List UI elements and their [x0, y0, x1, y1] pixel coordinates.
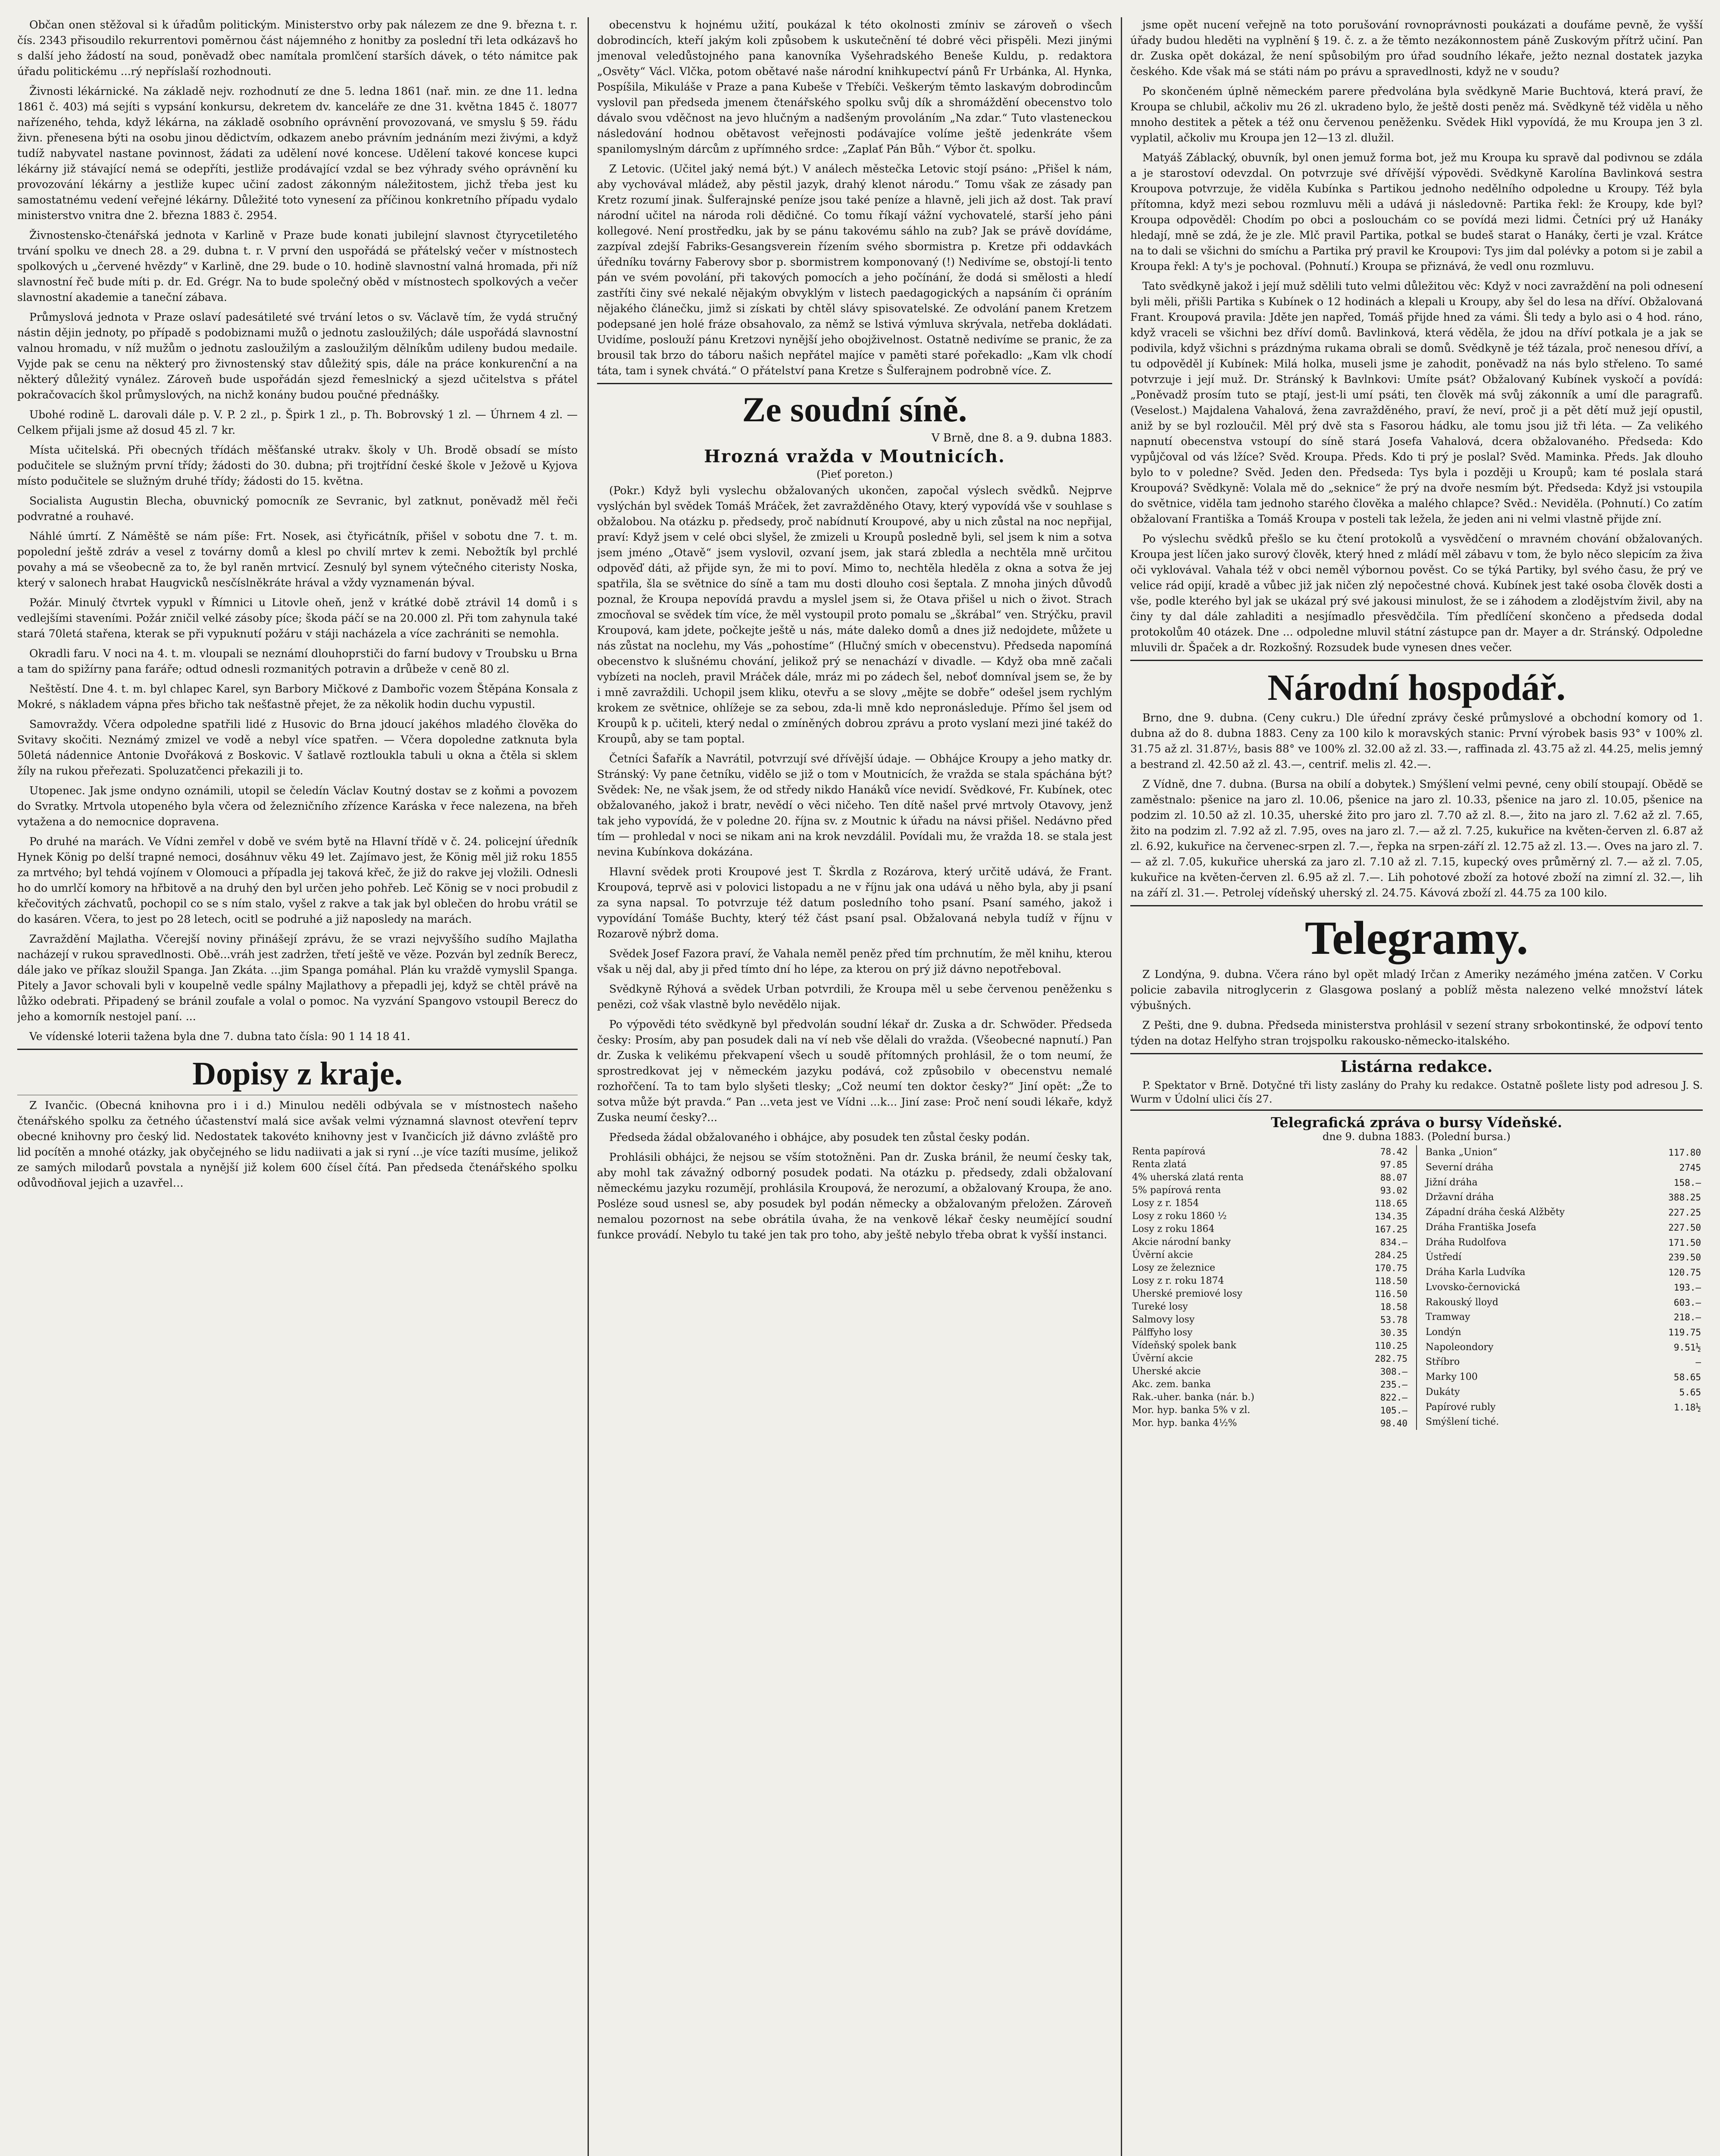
section-divider: [1130, 660, 1703, 661]
article-paragraph: Neštěstí. Dne 4. t. m. byl chlapec Karel, syn Barbory Mičkové z Dambořic vozem Štěpána Konsala z Mokré, s nákladem vápna přes břicho tak nešťastně přejet, že za několik hodin duchu vypustil.: [17, 683, 578, 711]
burse-security-name: Pálffyho losy: [1132, 1327, 1193, 1338]
burse-price: 117.80: [1668, 1147, 1701, 1158]
burse-security-name: Úvěrní akcie: [1132, 1249, 1193, 1260]
burse-row: [1424, 1325, 1703, 1340]
article-paragraph: Náhlé úmrtí. Z Náměště se nám píše: Frt. Nosek, asi čtyřicátník, přišel v sobotu dne 7. t. m. popolední ještě zdráv a vesel z továrny domů a klesl po chvilí mrtev k zemi. Nebožtík byl prchlé povahy a má se všeobecně za to, že byl raněn mrtvicí. Zesnulý byl synem výtečného citeristy Noska, který v salonech hrabat Haugvicků nesčíslněkráte hrával a vždy vyznamenán býval.: [17, 530, 578, 589]
burse-title: Telegrafická zpráva o bursy Vídeňské.: [1271, 1114, 1562, 1131]
burse-price: 388.25: [1668, 1192, 1701, 1203]
column-3-top-articles: [1130, 17, 1703, 655]
section-divider: [1130, 1109, 1703, 1111]
burse-price: 227.25: [1668, 1207, 1701, 1218]
redakce-title: Listárna redakce.: [1340, 1057, 1493, 1076]
burse-security-name: Vídeňský spolek bank: [1132, 1340, 1236, 1351]
burse-security-name: Marky 100: [1425, 1372, 1478, 1383]
column-1: [17, 17, 578, 2156]
column-1-articles: [17, 17, 578, 1044]
article-paragraph: Okradli faru. V noci na 4. t. m. vloupali se neznámí dlouhoprstiči do farní budovy v Troubsku u Brna a tam do spižírny pana faráře; odtud odnesli rozmanitých potravin a drůbeže v ceně 80 zl.: [17, 647, 578, 675]
burse-security-name: Akcie národní banky: [1132, 1236, 1231, 1247]
article-paragraph: Svědkyně Rýhová a svědek Urban potvrdili, že Kroupa měl u sebe červenou peněženku s penězi, což však vlastně bylo nevědělo nijak.: [597, 983, 1112, 1011]
article-paragraph: (Pokr.) Když byli vyslechu obžalovaných ukončen, započal výslech svědků. Nejprve vyslýchán byl svědek Tomáš Mráček, žet zavražděného Otavy, který vypovídá vše v souhlase s obžalobou. Na otázku p. předsedy, proč nabídnutí Kroupové, aby u nich zůstal na noc nepřijal, praví: Když jsem v celé obci slyšel, že zmizeli u Kroupů posledně byli, sel jsem k nim a sotva jsem jméno „Otavě“ jsem vyslovil, ozvaní jsem, jak stará zbledla a nechtěla mně určitou odpověď dáti, až přijde syn, že mi to poví. Mimo to, nechtěla hleděla z okna a sotva že jej spatřila, šla se světnice do síně a tam mu dosti dlouho cosi šeptala. Z mnoha jiných důvodů poznal, že Kroupa nepovídá pravdu a myslel jsem si, že Otava přišel u nich o život. Strach zmocňoval se svědek tím více, že měl vystoupil proto pomalu se „škrábal“ ven. Strýčku, pravil Kroupová, kam jdete, počkejte ještě u nás, máte daleko domů a dnes již nedojdete, můžete u nás zůstat na noclehu, my Vás „pohostíme“ (Hlučný smích v obecenstvu). Předseda napomíná obecenstvo k slušnému chování, jelikož prý se nenachází v divadle. — Když oba mně začali vybízeti na nocleh, pravil Mráček dále, mráz mi po zádech šel, neboť domníval jsem se, že by i mně zavraždili. Uchopil jsem kliku, otevřu a se slovy „mějte se dobře“ odešel jsem rychlým krokem ze světnice, ohlížeje se za sebou, zda-li mně kdo nepronásleduje. Přímo šel jsem od Kroupů k p. učiteli, který nedal o zmíněných dobrou zprávu a proto vyslaní mezi jiné takéž do Kroupů, aby se tam poptal.: [597, 484, 1112, 746]
column-rule-2: [1121, 17, 1122, 2156]
burse-row: [1424, 1340, 1703, 1355]
article-paragraph: Místa učitelská. Při obecných třídách měšťanské utrakv. školy v Uh. Brodě obsadí se místo podučitele se služným první třídy; žádosti do 30. dubna; při trojtřídní české škole v Ježově u Kyjova místo podučitele se služným druhé třídy; žádosti do 15. května.: [17, 444, 578, 487]
burse-row: [1130, 1184, 1409, 1197]
burse-price: 97.85: [1380, 1159, 1408, 1170]
burse-price: 53.78: [1380, 1314, 1408, 1325]
burse-security-name: Lvovsko-černovická: [1425, 1282, 1520, 1293]
burse-security-name: Stříbro: [1425, 1357, 1460, 1368]
burse-security-name: Uherské akcie: [1132, 1366, 1201, 1377]
article-paragraph: Socialista Augustin Blecha, obuvnický pomocník ze Sevranic, byl zatknut, poněvadž měl řeči podvratné a rouhavé.: [17, 495, 578, 523]
burse-row: [1130, 1236, 1409, 1249]
burse-security-name: Salmovy losy: [1132, 1314, 1195, 1325]
burse-price: 2745: [1679, 1162, 1701, 1173]
section-divider: [1130, 905, 1703, 906]
burse-row: [1130, 1326, 1409, 1339]
burse-security-name: Západní dráha česká Alžběty: [1425, 1207, 1565, 1218]
article-headline: Hrozná vražda v Moutnicích.: [704, 446, 1005, 467]
burse-security-name: Uherské premiové losy: [1132, 1288, 1243, 1299]
burse-price: 116.50: [1375, 1288, 1408, 1299]
burse-price: 9.51½: [1673, 1342, 1701, 1353]
article-paragraph: Ve vídenské loterii tažena byla dne 7. dubna tato čísla: 90 1 14 18 41.: [29, 1030, 410, 1043]
burse-row: [1424, 1310, 1703, 1325]
burse-price: 78.42: [1380, 1146, 1408, 1157]
burse-row: [1424, 1160, 1703, 1175]
burse-row: [1130, 1197, 1409, 1210]
burse-row: [1130, 1378, 1409, 1391]
telegram-articles: [1130, 967, 1703, 1049]
burse-row: [1130, 1262, 1409, 1275]
article-paragraph: Utopenec. Jak jsme ondyno oznámili, utopil se čeledín Václav Koutný dostav se z koňmi a povozem do Svratky. Mrtvola utopeného byla včera od železničního zřízence Karáska v řece nalezena, na břeh vytažena a do nemocnice dopravena.: [17, 784, 578, 828]
article-paragraph: Z Vídně, dne 7. dubna. (Bursa na obilí a dobytek.) Smýšlení velmi pevné, ceny obilí stoupají. Obědě se zaměstnalo: pšenice na jaro zl. 10.06, pšenice na jaro zl. 10.33, pšenice na jaro zl. 10.05, pšenice na podzim zl. 10.50 až zl. 10.35, uherské žito pro jaro zl. 7.70 až zl. 8.—, žito na jaro zl. 7.62 až zl. 7.65, žito na podzim zl. 7.92 až zl. 7.95, oves na jaro zl. 7.— až zl. 7.25, kukuřice na květen-červen zl. 6.87 až zl. 6.92, kukuřice na červenec-srpen zl. 7.—, řepka na srpen-září zl. 12.75 až zl. 13.—. Oves na jaro zl. 7.— až zl. 7.05, kukuřice uherská za jaro zl. 7.10 až zl. 7.15, kupecký oves průměrný zl. 7.— až zl. 7.05, kukuřice na květen-červen zl. 6.95 až zl. 7.—. Lih pohotové zboží za hotové zboží na zimní zl. 32.—, lih na září zl. 31.—. Petrolej vídeňský uherský zl. 24.75. Kávová zboží zl. 44.75 za 100 kilo.: [1130, 778, 1703, 899]
burse-security-name: Losy ze železnice: [1132, 1262, 1215, 1273]
burse-table: [1130, 1145, 1703, 1430]
article-paragraph: Tato svědkyně jakož i její muž sdělili tuto velmi důležitou věc: Když v noci zavraždění na poli odnesení byli měli, přišli Partika s Kubínek o 12 hodinách a klepali u Kroupy, aby šel do lesa na dříví. Obžalovaná Frant. Kroupová pravila: Jděte jen napřed, Tomáš přijde hned za vámi. Šli tedy a bylo asi o 4 hod. ráno, když vraceli se všichni bez dříví domů. Bavlinková, která věděla, že jdou na dříví potkala je a jak se podivila, když všichni s prázdnýma rukama obrali se domů. Svědkyně je též tázala, proč nenesou dříví, a tu odpověděl jí Kubínek: Milá holka, museli jsme je zahodit, poněvadž na nás bylo střeleno. To samé potvrzuje i její muž. Dr. Stránský k Bavlnkovi: Umíte psát? Obžalovaný Kubínek vyskočí a povídá: „Poněvadž prosím tuto se ptají, jest-li umí psáti, ten člověk má svůj zákonník a umí dle paragrafů. (Veselost.) Majdalena Vahalová, žena zavražděného, praví, že neví, proč ji a pět dětí muž její opustil, aniž by se byl rozloučil. Měl prý dvě sta s Fasorou hádku, ale tomu jsou již tři léta. — Za velikého napnutí obecenstva vstoupí do síně stará Josefa Vahalová, dcera obžalovaného. Předseda: Kdo vypůjčoval od vás lžíce? Svěd. Kroupa. Předs. Kdo ti prý je poslal? Svěd. Maminka. Předs. Jak dlouho bylo to v poledne? Svěd. Jeden den. Předseda: Tys byla i později u Kroupů; kam té poslala stará Kroupová? Svědkyně: Volala mě do „seknice“ že prý na dvoře nesmím být. Předseda: Když jsi vstoupila do světnice, viděla tam jednoho starého člověka a malého chlapce? Svěd.: Neviděla. (Pohnutí.) Co zatím obžalovaní Františka a Tomáš Kroupa v posteli tak ležela, že jeden ani ni velmi vlastně přijde zní.: [1130, 280, 1703, 525]
burse-row: [1424, 1220, 1703, 1235]
burse-row: [1424, 1175, 1703, 1190]
burse-security-name: Tureké losy: [1132, 1301, 1188, 1312]
burse-security-name: Renta zlatá: [1132, 1159, 1187, 1170]
dateline: V Brně, dne 8. a 9. dubna 1883.: [931, 432, 1112, 445]
section-title-telegramy: Telegramy.: [1304, 912, 1529, 965]
section-divider: [17, 1049, 578, 1050]
burse-price: 170.75: [1375, 1263, 1408, 1273]
burse-security-name: Akc. zem. banka: [1132, 1379, 1211, 1390]
burse-row: [1130, 1365, 1409, 1378]
burse-price: 218.—: [1673, 1312, 1701, 1323]
burse-row: [1424, 1145, 1703, 1160]
burse-subtitle: dne 9. dubna 1883. (Polední bursa.): [1323, 1130, 1510, 1143]
burse-row: [1130, 1313, 1409, 1326]
burse-row: [1130, 1391, 1409, 1404]
burse-row: [1424, 1385, 1703, 1400]
column-3: [1130, 17, 1703, 2156]
burse-price: —: [1695, 1357, 1701, 1368]
burse-row: [1130, 1210, 1409, 1223]
column-2-top-articles: [597, 17, 1112, 379]
burse-security-name: Losy z r. roku 1874: [1132, 1275, 1224, 1286]
burse-row: [1130, 1288, 1409, 1300]
burse-price: 822.—: [1380, 1392, 1408, 1403]
article-paragraph: Samovraždy. Včera odpoledne spatřili lidé z Husovic do Brna jdoucí jakéhos mladého člověka do Svitavy skočiti. Neznámý zmizel ve vodě a nebyl více spatřen. — Včera dopoledne zatknuta byla 50letá nádennice Antonie Dvořáková z Boskovic. V šatlavě roztloukla tabuli u okna a čtěla si sklem žíly na rukou přeřezati. Spoluzatčenci překazili ji to.: [17, 718, 578, 777]
burse-security-name: Losy z roku 1860 ½: [1132, 1210, 1227, 1222]
article-paragraph: Zavraždění Majlatha. Včerejší noviny přinášejí zprávu, že se vrazi nejvyššího sudího Majlatha nacházejí v rukou spravedlnosti. Obě...vráh jest zadržen, třetí ještě ve věze. Pozván byl zedník Berecz, dále jako ve příkaz sloužil Spanga. Jan Zkáta. ...jim Spanga pomáhal. Plán ku vraždě vymyslil Spanga. Pitely a Javor schovali byli v koupelně vedle spálny Majlathovy a přepadli jej, když se chtěl právě na lůžko odebrati. Připadený se bránil zoufale a volal o pomoc. Na vyzvání Spangovo vstoupil Berecz do jeho a komorník nestojel paní. ...: [17, 933, 578, 1023]
burse-table-right: [1424, 1145, 1703, 1430]
burse-row: [1130, 1300, 1409, 1313]
burse-price: 134.35: [1375, 1211, 1408, 1222]
burse-row: [1424, 1370, 1703, 1385]
burse-row: [1424, 1295, 1703, 1310]
burse-row: [1424, 1400, 1703, 1415]
burse-price: 18.58: [1380, 1301, 1408, 1312]
burse-row: [1424, 1280, 1703, 1295]
burse-price: 118.65: [1375, 1198, 1408, 1209]
article-paragraph: Po skončeném úplně německém parere předvolána byla svědkyně Marie Buchtová, která praví, že Kroupa se chlubil, ačkoliv mu 26 zl. ukradeno bylo, že ještě dosti peněz má. Svědkyně též viděla u něho mnoho destitek a pětek a též onu červenou peněženku. Svědek Hikl vypovídá, že mu Kroupa jen 3 zl. vyplatil, ačkoliv mu Kroupa jen 12—13 zl. dlužil.: [1130, 85, 1703, 144]
burse-security-name: Dukáty: [1425, 1386, 1460, 1398]
burse-price: 5.65: [1679, 1387, 1701, 1398]
article-paragraph: Četníci Šafařík a Navrátil, potvrzují své dřívější údaje. — Obhájce Kroupy a jeho matky dr. Stránský: Vy pane četníku, vidělo se již o tom v Moutnicích, že vražda se stala spáchána být? Svědek: Ne, ne však jsem, že od středy nikdo Hanáků více nevidí. Svědkové, Fr. Kubínek, otec obžalovaného, jakož i bratr, nevědí o věci ničeho. Ten dítě našel prvé mrtvoly Otavovy, jenž tak jeho vypovídá, že v poledne 20. října sv. z Moutnic k úřadu na návsi přišel. Nedávno před tím — prohledal v noci se nikam ani na krok nevzdálil. Povídali mu, že vražda 18. se stala jest nevina Kubínkova dokázána.: [597, 752, 1112, 859]
article-paragraph: Matyáš Záblacký, obuvník, byl onen jemuž forma bot, jež mu Kroupa ku spravě dal podivnou se zdála a je starostoví odevzdal. On potvrzuje své dřívější výpovědi. Svědkyně Karolína Bavlinková sestra Kroupova potvrzuje, že viděla Kubínka s Partikou jednoho nedělního odpoledne u Kroupy. Též byla přítomna, když mezi sebou rozmluvu měli a udává ji následovně: Partika řekl: že Kroupy, kde byl? Kroupa odpověděl: Chodím po obci a poslouchám co se povídá mezi lidmi. Četníci prý už Hanáky hledají, mně se zdá, že je zle. Mlč pravil Partika, potkal se budeš starat o Hanáky, čerti je vzal. Krátce na to dali se všichni do smíchu a Partika prý pravil ke Kroupovi: Tys jim dal polévky a potom si je zabil a Kroupa řekl: A ty's je pochoval. (Pohnutí.) Kroupa se přiznává, že vedl onu rozmluvu.: [1130, 151, 1703, 273]
burse-row: [1424, 1355, 1703, 1370]
burse-row: [1130, 1339, 1409, 1352]
economy-articles: [1130, 710, 1703, 901]
burse-row: [1424, 1250, 1703, 1265]
burse-security-name: Severní dráha: [1425, 1162, 1494, 1173]
article-paragraph: Z Letovic. (Učitel jaký nemá být.) V análech městečka Letovic stojí psáno: „Přišel k nám, aby vychovával mládež, aby pěstil jazyk, drahý klenot národu.“ Tomu však ze zásady pan Kretz rozumí jinak. Šulferajnské peníze jsou také peníze a hlavně, jeli jich až dost. Tak praví národní učitel na národa roli dědičné. Co tomu říkají vážní vychovatelé, starší jeho páni kollegové. Není prostředku, jak by se pánu takovému sáhlo na zub? Jak se právě dovídáme, zazpíval zdejší Fabriks-Gesangsverein řízením svého sbormistra p. Kretze při oddavkách úředníku továrny Faberovy sbor p. sbormistrem komponovaný (!) Nedivíme se, obstojí-li tento pán ve svém povolání, při takových pomocích a jeho počínání, že dodá si smělosti a hledí zastříti činy své nekalé nějakým obvyklým v listech paedagogických a napsáním či opráním nějakého článečku, jimž si získati by chtěl slávy spisovatelské. Ze odvolání panem Kretzem podepsané jen holé fráze obsahovalo, za němž se lstivá výmluva skrývala, netřeba dokládati. Uvidíme, poslouží pánu Kretzovi nynější jeho obojživelnost. Ostatně nedivíme se pranic, že za brousil tak brzo do táboru našich nepřátel majíce v paměti staré pořekadlo: „Kam vlk chodí táta, tam i synek chvátá.“ O přátelství pana Kretze s Šulferajnem podrobně více. Z.: [597, 163, 1112, 377]
burse-price: 235.—: [1380, 1379, 1408, 1390]
redakce-text: P. Spektator v Brně. Dotyčné tři listy zaslány do Prahy ku redakce. Ostatně pošlete listy pod adresou J. S. Wurm v Údolní ulici čís 27.: [1130, 1079, 1703, 1105]
burse-row: [1130, 1275, 1409, 1288]
burse-price: 227.50: [1668, 1222, 1701, 1233]
article-paragraph: Svědek Josef Fazora praví, že Vahala neměl peněz před tím prchnutím, že měl knihu, kterou však u něj dal, aby ji před tímto dní ho lépe, za kterou on prý již dávno nepotřeboval.: [597, 947, 1112, 976]
burse-price: 120.75: [1668, 1267, 1701, 1278]
burse-divider: [1416, 1145, 1417, 1430]
burse-row: [1424, 1205, 1703, 1220]
burse-security-name: Renta papírová: [1132, 1146, 1206, 1157]
column-rule-1: [588, 17, 589, 2156]
burse-price: 171.50: [1668, 1237, 1701, 1248]
dopisy-articles: [17, 1098, 578, 1191]
article-paragraph: Z Pešti, dne 9. dubna. Předseda ministerstva prohlásil v sezení strany srbokontinské, že odpoví tento týden na dotaz Helfyho stran trojspolku rakousko-německo-italského.: [1130, 1018, 1703, 1047]
burse-table-left: [1130, 1145, 1409, 1430]
burse-price: 282.75: [1375, 1353, 1408, 1364]
article-note: (Pieť poreton.): [816, 468, 893, 481]
burse-security-name: Jižní dráha: [1425, 1177, 1478, 1188]
burse-security-name: Losy z r. 1854: [1132, 1197, 1199, 1209]
article-paragraph: Brno, dne 9. dubna. (Ceny cukru.) Dle úřední zprávy české průmyslové a obchodní komory od 1. dubna až do 8. dubna 1883. Ceny za 100 kilo k moravských stanic: První výrobek basis 93° v 100% zl. 31.75 až zl. 31.87½, basis 88° ve 100% zl. 32.00 až zl. 33.—, raffinada zl. 43.75 až zl. 44.25, melis jemný a bestrand zl. 42.50 až zl. 43.—, centrif. melis zl. 42.—.: [1130, 711, 1703, 771]
burse-security-name: Mor. hyp. banka 4½%: [1132, 1417, 1237, 1429]
burse-security-name: Londýn: [1425, 1326, 1461, 1338]
burse-security-name: Mor. hyp. banka 5% v zl.: [1132, 1404, 1251, 1416]
burse-security-name: Papírové rubly: [1425, 1401, 1496, 1413]
burse-row: [1130, 1404, 1409, 1417]
burse-security-name: Úvěrní akcie: [1132, 1353, 1193, 1364]
burse-security-name: Tramway: [1425, 1312, 1470, 1323]
burse-price: 110.25: [1375, 1340, 1408, 1351]
burse-price: 93.02: [1380, 1185, 1408, 1196]
article-paragraph: Občan onen stěžoval si k úřadům politickým. Ministerstvo orby pak nálezem ze dne 9. března t. r. čís. 2343 přisoudilo rekurrentovi poměrnou část nájemného z honitby za poslední tři leta odkázavš ho s další jeho žádostí na soud, poněvadž obec namítala promlčení starších dávek, o této námitce pak úřadu politickému ...rý nepříslaší rozhodnouti.: [17, 19, 578, 78]
burse-row: [1424, 1415, 1703, 1430]
burse-security-name: Napoleondory: [1425, 1341, 1494, 1353]
burse-price: 284.25: [1375, 1250, 1408, 1260]
article-paragraph: Z Londýna, 9. dubna. Včera ráno byl opět mladý Irčan z Ameriky nezámého jména zatčen. V Corku policie zabavila nitroglycerin z Glasgowa poslaný a poblíž města nalezeno velké množství látek výbušných.: [1130, 968, 1703, 1012]
article-paragraph: Z Ivančic. (Obecná knihovna pro i i d.) Minulou neděli odbývala se v místnostech našeho čtenářského spolku za četného účastenství malá sice avšak velmi významná slavnost otevření teprv obecné knihovny pro český lid. Nedostatek takovéto knihovny jest v Ivančicích již dávno zvláště pro lid pocítěn a mnohé otázky, jak obyčejného se lidu nadiivati a jak si ryní ...je více tazíti musíme, jelikož ze samých milodarů povstala a nynější již kolem 600 čísel čítá. Pan předseda čtenářského spolku odůvodňoval jejich a uzavřel…: [17, 1099, 578, 1189]
burse-row: [1130, 1171, 1409, 1184]
burse-price: 98.40: [1380, 1418, 1408, 1429]
burse-price: 308.—: [1380, 1366, 1408, 1377]
article-paragraph: Předseda žádal obžalovaného i obhájce, aby posudek ten zůstal česky podán.: [609, 1131, 1030, 1144]
article-paragraph: Po výslechu svědků přešlo se ku čtení protokolů a vysvědčení o mravném chování obžalovaných. Kroupa jest líčen jako surový člověk, který hned z mládí měl zábavu v tom, že bylo něco slepicím za živa oči vyklovával. Vahala též v obci neměl výbornou pověst. Co se týká Partiky, byl svého času, že prý ve velice rád opijí, kradě a vůbec již jak ničen zlý nepočestné chová. Kubínek jest také osoba člověk dosti a vše, podle kterého byl jak se ukázal prý své jakousi minulost, že se i záhodem a zlodějstvím živil, aby na činy ty dal dále zahladiti a nesjímadlo přesvědčila. Tím předlíčení skončeno a předseda dodal protokolům 40 otázek. Dne ... odpoledne mluvil státní zástupce pan dr. Mayer a dr. Stránský. Odpoledne mluvili dr. Špaček a dr. Rozkošný. Rozsudek bude vynesen dnes večer.: [1130, 533, 1703, 654]
court-report-text: [597, 483, 1112, 1243]
article-paragraph: Živnostensko-čtenářská jednota v Karlině v Praze bude konati jubilejní slavnost čtyrycetiletého trvání spolku ve dnech 28. a 29. dubna t. r. V první den uspořádá se přátelský večer v místnostech spolkových u „červené hvězdy“ v Karlině, dne 29. bude o 10. hodině slavnostní valná hromada, při níž slavnostní řeč bude míti p. dr. Ed. Grégr. Na to bude společný oběd v místnostech spolkových a večer slavnostní akademie a taneční zábava.: [17, 229, 578, 304]
burse-row: [1130, 1158, 1409, 1171]
section-title-hospodar: Národní hospodář.: [1267, 667, 1566, 708]
burse-security-name: Rakouský lloyd: [1425, 1297, 1498, 1308]
article-paragraph: obecenstvu k hojnému užití, poukázal k této okolnosti zmíniv se zároveň o všech dobrodincích, kteří jakým koli způsobem k uskutečnění té dobré věci přispěli. Mezi jinými jmenoval veledůstojného pana kanovníka Vyšehradského Beneše Kuldu, p. redaktora „Osvěty“ Václ. Vlčka, potom obětavé naše národní knihkupectví pánů Fr Urbánka, Al. Hynka, Pospíšila, Mikuláše v Praze a pana Kubeše v Třebíči. Veškerým těmto laskavým dobrodincům vyslovil pan předseda jmenem čtenářského spolku svůj dík a shromáždění obecenstvo tolo dávalo svou vděčnost na jevo hlučným a nadšeným provoláním „Na zdar.“ Tuto vlasteneckou následování hodnou obětavost veřejnosti podávajíce volíme ještě jedenkráte všem spanilomyslným dárcům z upřímného srdce: „Zaplať Pán Bůh.“ Výbor čt. spolku.: [597, 19, 1112, 155]
article-paragraph: Průmyslová jednota v Praze oslaví padesátileté své trvání letos o sv. Václavě tím, že vydá stručný nástin dějin jednoty, po případě s podobiznami mužů o jednotu zasloužilých; dále uspořádá slavnostní valnou hromadu, v níž mužům o jednotu zasloužilým a zasloužilým dělníkům udileny budou medaile. Vyjde pak se cenu na některý pro živnostenský stav důležitý spis, dále na práce konkurenční a na některý důležitý vynález. Zároveň bude uspořádán sjezd řemeslnický a sjezd učitelstva s přátel pokračovacích škol průmyslových, na nichž konány budou poučné přednášky.: [17, 311, 578, 401]
burse-security-name: Ústředí: [1425, 1252, 1462, 1263]
burse-price: 239.50: [1668, 1252, 1701, 1263]
burse-row: [1424, 1265, 1703, 1280]
burse-security-name: Državní dráha: [1425, 1192, 1494, 1203]
burse-row: [1130, 1223, 1409, 1236]
column-2: [597, 17, 1112, 2156]
burse-row: [1130, 1417, 1409, 1430]
burse-security-name: 5% papírová renta: [1132, 1185, 1221, 1196]
burse-row: [1424, 1190, 1703, 1205]
section-divider: [597, 383, 1112, 384]
article-paragraph: jsme opět nucení veřejně na toto porušování rovnoprávnosti poukázati a doufáme pevně, že vyšší úřady budou hleděti na vyplnění § 19. č. z. a že těmto nezákonnostem páně Zuskovým přítrž učiní. Pan dr. Zuska opět dokázal, že není spůsobilým pro úřad soudního lékaře, ježto neznal dostatek jazyka českého. Kde však má se státi nám po právu a spravedlnosti, když ne v soudu?: [1130, 19, 1703, 78]
burse-row: [1130, 1145, 1409, 1158]
burse-price: 603.—: [1673, 1297, 1701, 1308]
burse-security-name: Smýšlení tiché.: [1425, 1416, 1499, 1428]
article-paragraph: Prohlásili obhájci, že nejsou se vším stotožněni. Pan dr. Zuska bránil, že neumí česky tak, aby mohl tak závažný odborný posudek podati. Na otázku p. předsedy, zdali obžalovaní německému jazyku rozumějí, prohlásila Kroupová, že nerozumí, a obžalovaný Kroupa, že ano. Posléze soud usnesl se, aby posudek byl podán německy a obžalovaným přeložen. Zároveň nemalou pozornost na sebe obrátila úvaha, že na venkově lékař česky neumějící soudní funkce provádí. Nebylo tu také jen tak pro toho, aby ještě nebylo třeba obrat k vyšší instanci.: [597, 1151, 1112, 1241]
article-paragraph: Po výpovědi této svědkyně byl předvolán soudní lékař dr. Zuska a dr. Schwöder. Předseda česky: Prosím, aby pan posudek dali na ví neb vše dělali do vražda. (Všeobecné napnutí.) Pan dr. Zuska k velikému překvapení všech u soudě přítomných prohlásil, že o tom neumí, že sprostredkovat jej v německém jazyku podává, což způsobilo v obecenstvu nemalé rozhořčení. Ta to tam bylo slyšeti tlesky; „Což neumí ten doktor česky?“ Jiní opět: „Že to sotva může být pravda.“ Pan ...veta jest ve Vídni ...k... Jiní zase: Proč není soudi lékaře, když Zuska neumí česky?...: [597, 1018, 1112, 1124]
burse-price: 158.—: [1673, 1177, 1701, 1188]
burse-price: 834.—: [1380, 1237, 1408, 1247]
section-title-dopisy: Dopisy z kraje.: [192, 1056, 403, 1092]
burse-price: 58.65: [1673, 1372, 1701, 1383]
burse-security-name: Banka „Union“: [1425, 1147, 1498, 1158]
burse-price: 1.18½: [1673, 1402, 1701, 1413]
article-paragraph: Hlavní svědek proti Kroupové jest T. Škrdla z Rozárova, který určitě udává, že Frant. Kroupová, teprvě asi v polovici listopadu a ne v říjnu jak ona udává u něho byla, aby ji psaní za syna napsal. To potvrzuje též datum posledního toho psaní. Psaní samého, jakož i vypovídání Tomáše Buchty, který též část psaní psal. Obžalovaná nebyla tudíž v říjnu v Rozarově nýbrž doma.: [597, 865, 1112, 940]
burse-price: 30.35: [1380, 1327, 1408, 1338]
burse-price: 119.75: [1668, 1327, 1701, 1338]
burse-row: [1424, 1235, 1703, 1250]
burse-security-name: 4% uherská zlatá renta: [1132, 1172, 1244, 1183]
burse-security-name: Dráha Rudolfova: [1425, 1237, 1507, 1248]
burse-row: [1130, 1352, 1409, 1365]
article-paragraph: Živnosti lékárnické. Na základě nejv. rozhodnutí ze dne 5. ledna 1861 (nař. min. ze dne 11. ledna 1861 č. 403) má sejíti s vypsání konkursu, dekretem dv. kanceláře ze dne 31. května 1845 č. 18077 nařízeného, tehda, když lékárna, na základě osobního oprávnění provozovaná, ve smyslu § 59. řádu živn. přenesena býti na osobu jinou dědictvím, odkazem anebo právním jednáním mezi živými, a když tudíž nabyvatel nastane povinnost, žádati za udělení nové koncese. Udělení takové koncese kupci lékárny již stávající nemá se odepříti, jestliže prodávající vzdal se bez výhrady svého oprávnění ku provozování lékárny a jestliže kupec učiní zadost zákonným náležitostem, jichž třeba jest ku samostatnému vedení veřejné lékárny. Důležité toto vynesení za příčinou konkretního případu vydalo ministerstvo vnitra dne 2. března 1883 č. 2954.: [17, 85, 578, 222]
burse-price: 167.25: [1375, 1224, 1408, 1235]
section-title-soudni: Ze soudní síně.: [742, 390, 967, 429]
article-paragraph: Požár. Minulý čtvrtek vypukl v Římnici u Litovle oheň, jenž v krátké době ztrávil 14 domů i s vedlejšími staveními. Požár zničil velké zásoby píce; škoda páčí se na 20.000 zl. Při tom zahynula také stará 70letá stařena, kterak se při vypuknutí požáru v stáji nacházela a více zachrániti se nemohla.: [17, 596, 578, 640]
burse-row: [1130, 1249, 1409, 1262]
burse-security-name: Losy z roku 1864: [1132, 1223, 1215, 1235]
article-paragraph: Po druhé na marách. Ve Vídni zemřel v době ve svém bytě na Hlavní třídě v č. 24. policejní úředník Hynek König po delší trapné nemoci, dosáhnuv věku 49 let. Zajímavo jest, že König měl již roku 1855 za mrtvého; byl tehdá vojínem v Olomouci a případla jej taková křeč, že již do rakve jej vložili. Odnesli ho do umrlčí komory na hřbitově a na druhý den byl určen jeho pohřeb. Leč König se v noci probudil z křečovitých záchvatů, pochopil co se s ním stalo, vyšel z rakve a tak jak byl oblečen do hrobu vrátil se do kasáren. Včera, to jest po 28 letech, ocitl se podruhé a již naposledy na marách.: [17, 835, 578, 925]
burse-security-name: Dráha Karla Ludvíka: [1425, 1267, 1526, 1278]
burse-security-name: Dráha Františka Josefa: [1425, 1222, 1536, 1233]
burse-price: 118.50: [1375, 1275, 1408, 1286]
burse-price: 193.—: [1673, 1282, 1701, 1293]
burse-price: [1646, 1415, 1703, 1430]
burse-security-name: Rak.-uher. banka (nár. b.): [1132, 1391, 1254, 1403]
burse-price: 88.07: [1380, 1172, 1408, 1183]
section-divider: [1130, 1053, 1703, 1054]
article-paragraph: Ubohé rodině L. darovali dále p. V. P. 2 zl., p. Špirk 1 zl., p. Th. Bobrovský 1 zl. — Úhrnem 4 zl. — Celkem přijali jsme až dosud 45 zl. 7 kr.: [17, 408, 578, 436]
burse-price: 105.—: [1380, 1405, 1408, 1416]
